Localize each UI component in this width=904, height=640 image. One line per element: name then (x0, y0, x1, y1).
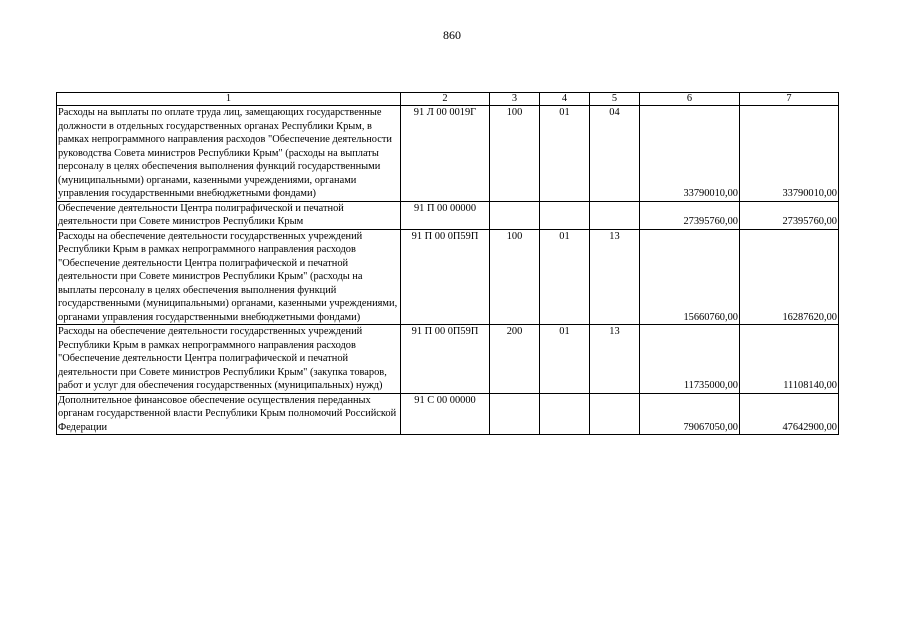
row-col5: 13 (590, 229, 640, 325)
row-col4 (540, 201, 590, 229)
table-row (57, 229, 839, 325)
row-col4: 01 (540, 106, 590, 202)
row-col5: 13 (590, 325, 640, 394)
table-row (57, 106, 839, 202)
row-description: Расходы на обеспечение деятельности государственных учреждений Республики Крым в рамках непрограммного направления расходов "Обеспечение деятельности Центра полиграфической и печатной деятельности при Совете министров Республики Крым" (расходы на выплаты персоналу в целях обеспечения выполнения функций государственными (муниципальными) органами, казенными учреждениями, органами управления государственными внебюджетными фондами) (57, 229, 401, 325)
row-col5 (590, 393, 640, 435)
row-col3 (490, 201, 540, 229)
row-col7: 11108140,00 (740, 325, 839, 394)
header-cell-1: 1 (57, 93, 401, 106)
header-cell-4: 4 (540, 93, 590, 106)
table-row (57, 325, 839, 394)
row-code: 91 С 00 00000 (401, 393, 490, 435)
header-cell-7: 7 (740, 93, 839, 106)
row-col3: 100 (490, 106, 540, 202)
row-description: Обеспечение деятельности Центра полиграфической и печатной деятельности при Совете министров Республики Крым (57, 201, 401, 229)
row-col6: 27395760,00 (640, 201, 740, 229)
row-code: 91 П 00 0П59П (401, 229, 490, 325)
row-col4: 01 (540, 325, 590, 394)
row-col6: 15660760,00 (640, 229, 740, 325)
row-col7: 27395760,00 (740, 201, 839, 229)
row-col3: 100 (490, 229, 540, 325)
row-col5 (590, 201, 640, 229)
row-description: Расходы на обеспечение деятельности государственных учреждений Республики Крым в рамках непрограммного направления расходов "Обеспечение деятельности Центра полиграфической и печатной деятельности при Совете министров Республики Крым" (закупка товаров, работ и услуг для обеспечения государственных (муниципальных) нужд) (57, 325, 401, 394)
row-col7: 16287620,00 (740, 229, 839, 325)
row-description: Расходы на выплаты по оплате труда лиц, замещающих государственные должности в отдельных государственных органах Республики Крым, в рамках непрограммного направления расходов "Обеспечение деятельности руководства Совета министров Республики Крым" (расходы на выплаты персоналу в целях обеспечения выполнения функций государственными (муниципальными) органами, казенными учреждениями, органами управления государственными внебюджетными фондами) (57, 106, 401, 202)
table-header-row (57, 93, 839, 106)
row-code: 91 Л 00 0019Г (401, 106, 490, 202)
row-col4: 01 (540, 229, 590, 325)
page-number: 860 (443, 28, 461, 42)
header-cell-6: 6 (640, 93, 740, 106)
row-col6: 33790010,00 (640, 106, 740, 202)
header-cell-2: 2 (401, 93, 490, 106)
table-row (57, 201, 839, 229)
row-col3 (490, 393, 540, 435)
row-col5: 04 (590, 106, 640, 202)
row-description: Дополнительное финансовое обеспечение осуществления переданных органам государственной власти Республики Крым полномочий Российской Федерации (57, 393, 401, 435)
header-cell-5: 5 (590, 93, 640, 106)
row-col6: 79067050,00 (640, 393, 740, 435)
table-row (57, 393, 839, 435)
row-code: 91 П 00 0П59П (401, 325, 490, 394)
row-col7: 47642900,00 (740, 393, 839, 435)
row-col7: 33790010,00 (740, 106, 839, 202)
header-cell-3: 3 (490, 93, 540, 106)
budget-table (56, 92, 839, 435)
row-col4 (540, 393, 590, 435)
row-col3: 200 (490, 325, 540, 394)
row-code: 91 П 00 00000 (401, 201, 490, 229)
row-col6: 11735000,00 (640, 325, 740, 394)
